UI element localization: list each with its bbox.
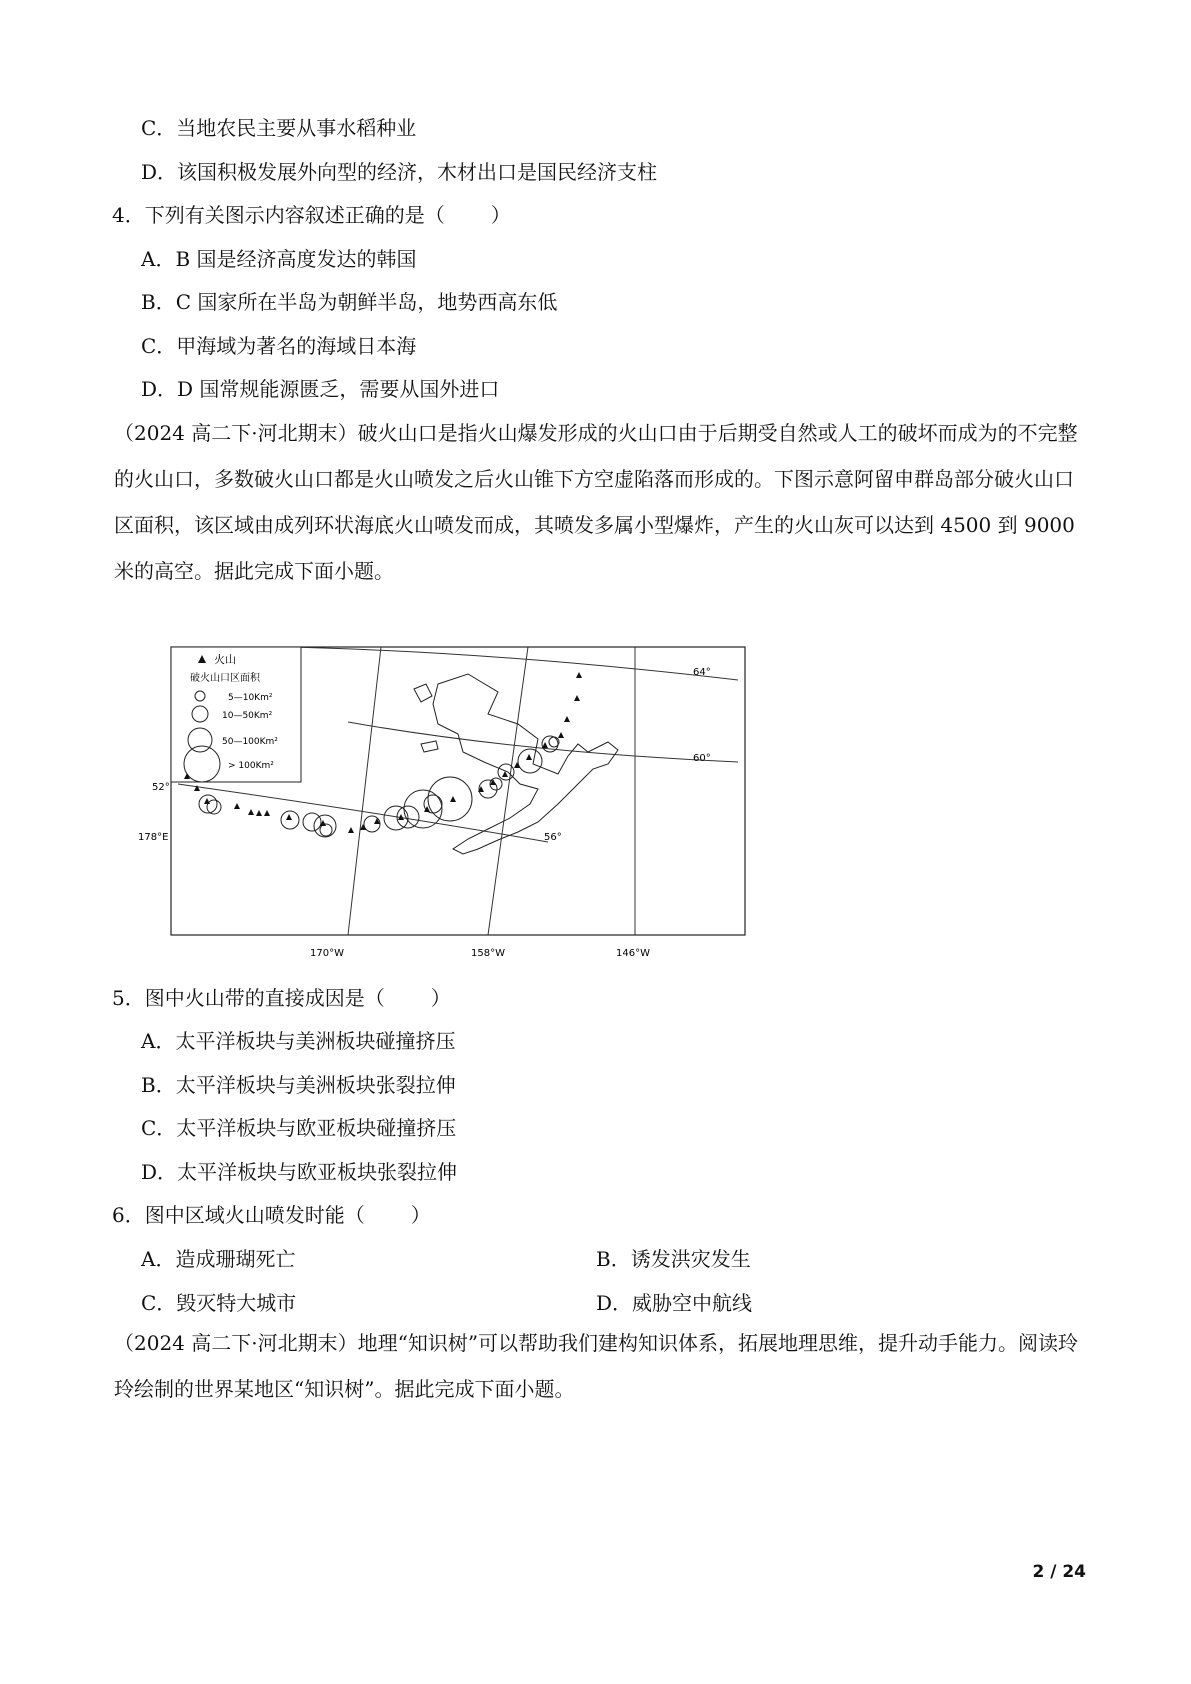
passage-caldera: （2024 高二下·河北期末）破火山口是指火山爆发形成的火山口由于后期受自然或人工的破坏而成为的不完整的火山口，多数破火山口都是火山喷发之后火山锥下方空虚陷落而形成的。下图示意阿留申群岛部分破火山口区面积，该区域由成列环状海底火山喷发而成，其喷发多属小型爆炸，产生的火山灰可以达到 4500 到 9000 米的高空。据此完成下面小题。 bbox=[114, 421, 1078, 583]
legend-title: 破火山口区面积 bbox=[190, 673, 260, 684]
q6-stem-close: ） bbox=[410, 1203, 431, 1227]
q4-option-b: B．C 国家所在半岛为朝鲜半岛，地势西高东低 bbox=[141, 290, 558, 314]
lon-label-146w: 146°W bbox=[616, 948, 650, 959]
lat-label-56: 56° bbox=[544, 832, 562, 843]
q4-stem-text: 4．下列有关图示内容叙述正确的是（ bbox=[112, 203, 445, 227]
lon-label-158w: 158°W bbox=[471, 948, 505, 959]
q4-stem bbox=[112, 202, 511, 228]
legend-volcano-label: 火山 bbox=[214, 653, 236, 666]
q6-option-d: D．威胁空中航线 bbox=[596, 1291, 753, 1315]
q4-option-c: C．甲海域为著名的海域日本海 bbox=[141, 334, 417, 358]
q6-option-a: A．造成珊瑚死亡 bbox=[141, 1247, 296, 1271]
q5-stem-close: ） bbox=[430, 986, 451, 1010]
q4-stem-close: ） bbox=[490, 203, 511, 227]
lon-label-170w: 170°W bbox=[310, 948, 344, 959]
lat-label-64: 64° bbox=[693, 667, 711, 678]
island-outline bbox=[421, 741, 438, 752]
passage-knowledge-tree: （2024 高二下·河北期末）地理“知识树”可以帮助我们建构知识体系，拓展地理思维，提升动手能力。阅读玲玲绘制的世界某地区“知识树”。据此完成下面小题。 bbox=[114, 1331, 1079, 1401]
q6-stem-text: 6．图中区域火山喷发时能（ bbox=[112, 1203, 365, 1227]
island-outline bbox=[414, 684, 432, 702]
lat-line-56 bbox=[178, 784, 548, 842]
q6-option-c: C．毁灭特大城市 bbox=[141, 1291, 297, 1315]
legend-size-3: 50—100Km² bbox=[222, 737, 278, 747]
lon-line-158w bbox=[488, 647, 528, 935]
q5-option-d: D．太平洋板块与欧亚板块张裂拉伸 bbox=[141, 1160, 458, 1184]
lat-line-64 bbox=[288, 647, 738, 680]
q5-option-a: A．太平洋板块与美洲板块碰撞挤压 bbox=[141, 1029, 456, 1053]
legend-size-2: 10—50Km² bbox=[222, 711, 273, 721]
lon-label-178e: 178°E bbox=[138, 832, 169, 843]
page-number: 2 / 24 bbox=[1032, 1562, 1086, 1582]
legend-size-4: > 100Km² bbox=[228, 761, 274, 771]
q3-option-d: D．该国积极发展外向型的经济，木材出口是国民经济支柱 bbox=[141, 160, 658, 184]
q4-option-d: D．D 国常规能源匮乏，需要从国外进口 bbox=[141, 377, 500, 401]
q5-stem bbox=[112, 985, 451, 1011]
q5-option-b: B．太平洋板块与美洲板块张裂拉伸 bbox=[141, 1073, 456, 1097]
q5-stem-text: 5．图中火山带的直接成因是（ bbox=[112, 986, 385, 1010]
lon-line-170w bbox=[348, 647, 381, 935]
lat-label-52: 52° bbox=[152, 782, 170, 793]
q6-option-b: B．诱发洪灾发生 bbox=[596, 1247, 751, 1271]
lat-line-60 bbox=[348, 722, 738, 762]
q5-option-c: C．太平洋板块与欧亚板块碰撞挤压 bbox=[141, 1116, 457, 1140]
q3-option-c: C．当地农民主要从事水稻种业 bbox=[141, 116, 417, 140]
lat-label-60: 60° bbox=[693, 753, 711, 764]
legend-size-1: 5—10Km² bbox=[228, 693, 273, 703]
aleutian-caldera-map bbox=[138, 644, 778, 962]
q6-stem bbox=[112, 1202, 431, 1228]
q4-option-a: A．B 国是经济高度发达的韩国 bbox=[141, 247, 417, 271]
